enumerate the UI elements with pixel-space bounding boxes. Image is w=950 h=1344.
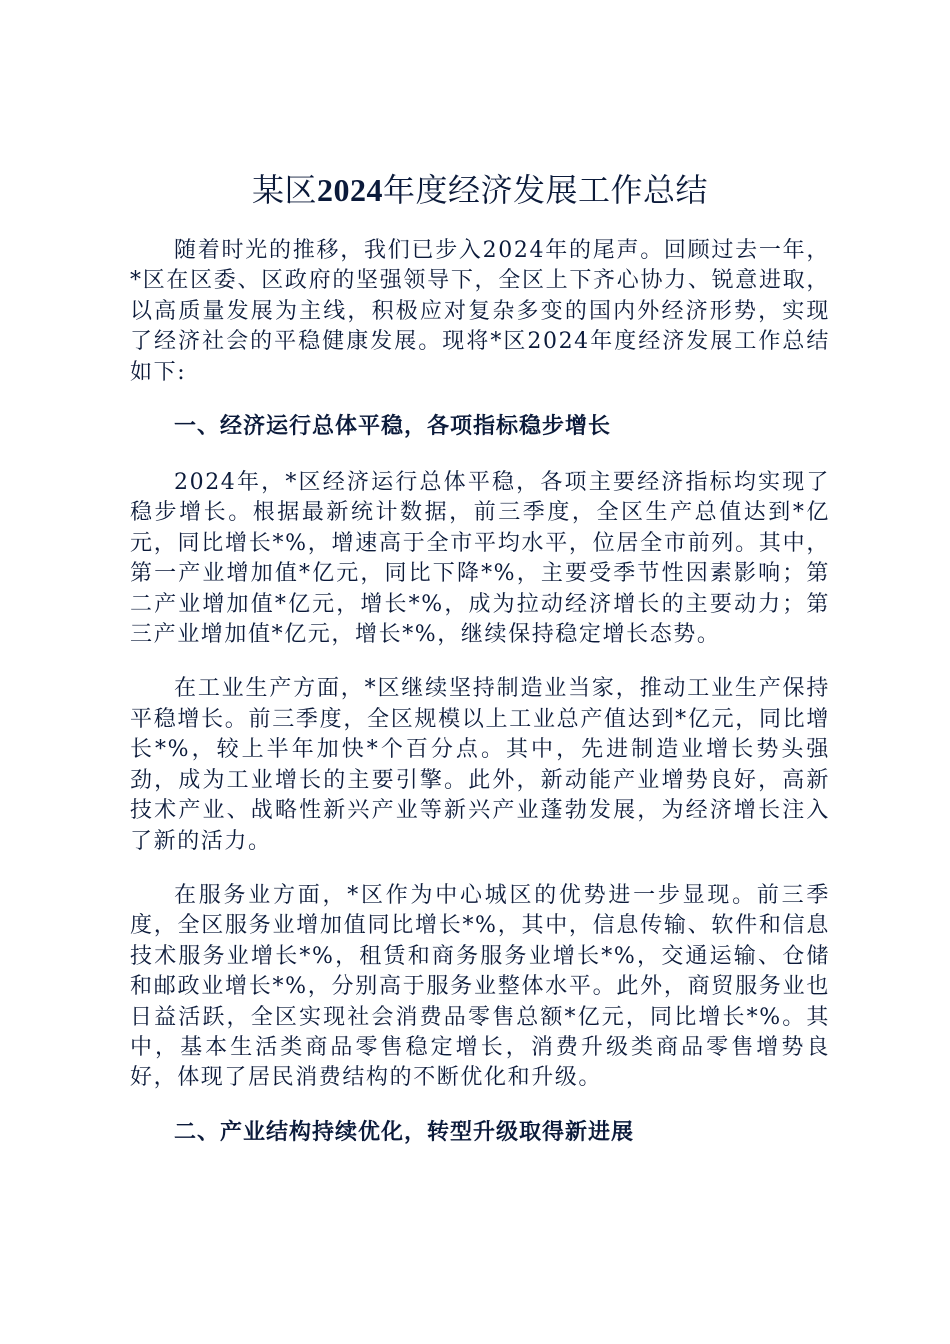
document-page: [130, 168, 830, 1174]
section-heading-1: 一、经济运行总体平稳，各项指标稳步增长: [174, 414, 612, 440]
intro-paragraph: 随着时光的推移，我们已步入2024年的尾声。回顾过去一年，*区在区委、区政府的坚强领导下，全区上下齐心协力、锐意进取，以高质量发展为主线，积极应对复杂多变的国内外经济形势，实现了经济社会的平稳健康发展。现将*区2024年度经济发展工作总结如下:: [130, 238, 830, 385]
section-1-paragraph-1: 2024年，*区经济运行总体平稳，各项主要经济指标均实现了稳步增长。根据最新统计数据，前三季度，全区生产总值达到*亿元，同比增长*%，增速高于全市平均水平，位居全市前列。其中，第一产业增加值*亿元，同比下降*%，主要受季节性因素影响；第二产业增加值*亿元，增长*%，成为拉动经济增长的主要动力；第三产业增加值*亿元，增长*%，继续保持稳定增长态势。: [130, 470, 830, 648]
title-suffix: 年度经济发展工作总结: [383, 171, 709, 209]
section-1-paragraph-3: 在服务业方面，*区作为中心城区的优势进一步显现。前三季度，全区服务业增加值同比增长*%，其中，信息传输、软件和信息技术服务业增长*%，租赁和商务服务业增长*%，交通运输、仓储和邮政业增长*%，分别高于服务业整体水平。此外，商贸服务业也日益活跃，全区实现社会消费品零售总额*亿元，同比增长*%。其中，基本生活类商品零售稳定增长，消费升级类商品零售增势良好，体现了居民消费结构的不断优化和升级。: [130, 882, 830, 1091]
document-title: [130, 168, 830, 212]
section-heading-2: 二、产业结构持续优化，转型升级取得新进展: [174, 1119, 635, 1145]
section-1-paragraph-2: 在工业生产方面，*区继续坚持制造业当家，推动工业生产保持平稳增长。前三季度，全区规模以上工业总产值达到*亿元，同比增长*%，较上半年加快*个百分点。其中，先进制造业增长势头强劲，成为工业增长的主要引擎。此外，新动能产业增势良好，高新技术产业、战略性新兴产业等新兴产业蓬勃发展，为经济增长注入了新的活力。: [130, 676, 830, 854]
title-year: 2024: [317, 172, 383, 208]
title-prefix: 某区: [251, 171, 317, 209]
